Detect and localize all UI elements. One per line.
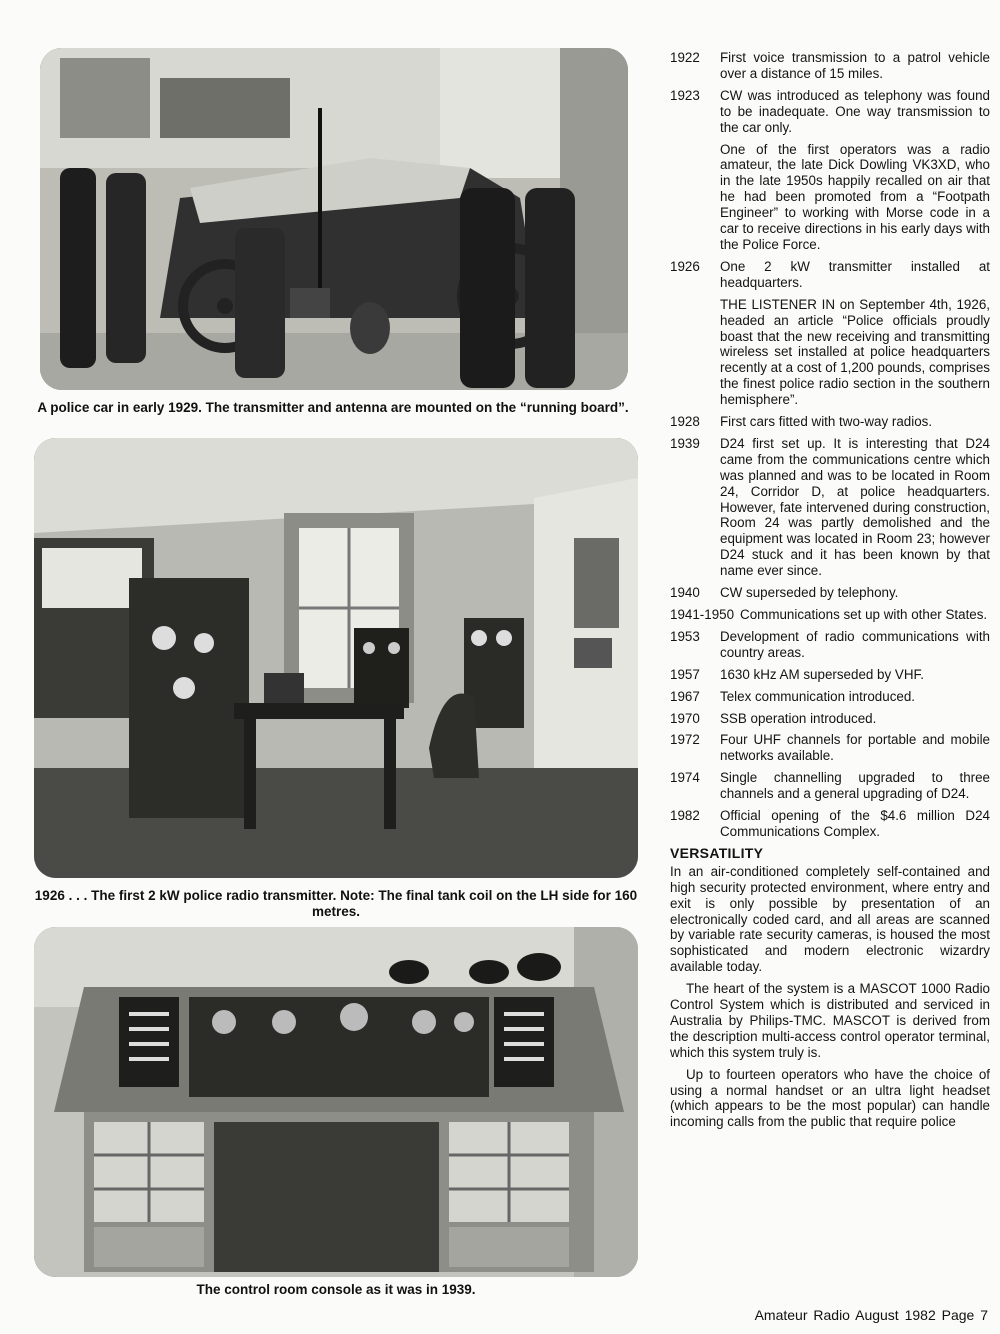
timeline-year: 1926 [670,258,700,274]
timeline-text: CW superseded by telephony. [720,585,899,601]
police-car-photo [40,48,628,390]
timeline-column [668,50,990,1136]
timeline-year: 1941-1950 [670,607,735,622]
page-footer [755,1307,988,1323]
timeline-entry [668,667,990,683]
body-paragraph: In an air-conditioned completely self-contained and high security protected environment, where entry and exit is only possible by presentation of an electronically coded card, and all areas are scanned by variable rate security cameras, is housed the most sophisticated and modern electronic wizardry available today. [670,863,990,975]
timeline-entry [668,689,990,705]
timeline-text: Telex communication introduced. [720,688,916,704]
timeline-text: First cars fitted with two-way radios. [720,414,933,430]
timeline-text: One 2 kW transmitter installed at headquarters. [720,258,990,290]
timeline-text: 1630 kHz AM superseded by VHF. [720,666,924,682]
timeline-year: 1922 [670,50,700,65]
timeline-text: Single channelling upgraded to three channels and a general upgrading of D24. [720,770,990,802]
timeline-year: 1974 [670,770,700,786]
timeline-entry [668,808,990,840]
timeline-text: D24 first set up. It is interesting that D24 came from the communications centre which was planned and was to be located in Room 24, Corridor D, at police headquarters. However, fate intervened during construction, Room 24 was partly demolished and the equipment was located in Room 23; however D24 stuck and it has been known by that name ever since. [720,435,990,579]
timeline-year: 1970 [670,710,700,726]
timeline-entry [668,436,990,579]
timeline-text: Communications set up with other States. [740,607,988,622]
footer-page: Page 7 [941,1307,988,1323]
timeline-year: 1940 [670,585,700,601]
timeline-entry [668,88,990,136]
timeline-entry [668,585,990,601]
transmitter-caption: 1926 . . . The first 2 kW police radio transmitter. Note: The final tank coil on the LH side for 160 metres. [34,888,638,919]
body-paragraph: Up to fourteen operators who have the choice of using a normal handset or an ultra light headset (which appears to be the most popular) can handle incoming calls from the public that require police [670,1066,990,1130]
control-console-photo [34,927,638,1277]
timeline-text: Official opening of the $4.6 million D24 Communications Complex. [720,808,990,839]
timeline-entry [668,732,990,764]
timeline-entry [668,711,990,727]
footer-issue: August 1982 [855,1307,936,1323]
timeline-year: 1923 [670,87,700,103]
footer-publication: Amateur Radio [754,1307,850,1323]
timeline-entry [668,770,990,802]
timeline-entry [668,259,990,291]
timeline-year: 1967 [670,688,700,704]
timeline-entry [668,607,990,623]
police-car-caption: A police car in early 1929. The transmitter and antenna are mounted on the “running board”. [37,400,629,415]
transmitter-room-photo [34,438,638,878]
timeline-note: THE LISTENER IN on September 4th, 1926, headed an article “Police officials proudly boast that the new receiving and transmitting wireless set installed at police headquarters recently at a cost of 1,200 pounds, comprises the finest police radio section in the southern hemisphere”. [720,296,990,408]
body-paragraph: The heart of the system is a MASCOT 1000 Radio Control System which is distributed and serviced in Australia by Philips-TMC. MASCOT is derived from the description multi-access control operator terminal, which this system truly is. [670,981,990,1060]
timeline-year: 1957 [670,666,700,682]
console-caption: The control room console as it was in 1939. [196,1282,476,1297]
timeline-text: First voice transmission to a patrol vehicle over a distance of 15 miles. [720,50,990,81]
section-heading: VERSATILITY [670,844,764,861]
timeline-year: 1939 [670,435,700,451]
timeline-note: One of the first operators was a radio amateur, the late Dick Dowling VK3XD, who in the late 1950s happily recalled on air that he had been promoted from a “Footpath Engineer” to working with Morse code in a car to receive directions in his early days with the Police Force. [720,141,990,252]
timeline-entry [668,50,990,82]
timeline-year: 1972 [670,732,700,748]
timeline-text: CW was introduced as telephony was found to be inadequate. One way transmission to the car only. [720,87,990,135]
timeline-text: Development of radio communications with country areas. [720,628,990,660]
timeline-text: Four UHF channels for portable and mobile networks available. [720,732,990,764]
timeline-entry [668,629,990,661]
timeline-text: SSB operation introduced. [720,710,877,726]
timeline-year: 1928 [670,414,700,430]
timeline-year: 1982 [670,808,700,824]
timeline-entry [668,414,990,430]
timeline-year: 1953 [670,628,700,644]
